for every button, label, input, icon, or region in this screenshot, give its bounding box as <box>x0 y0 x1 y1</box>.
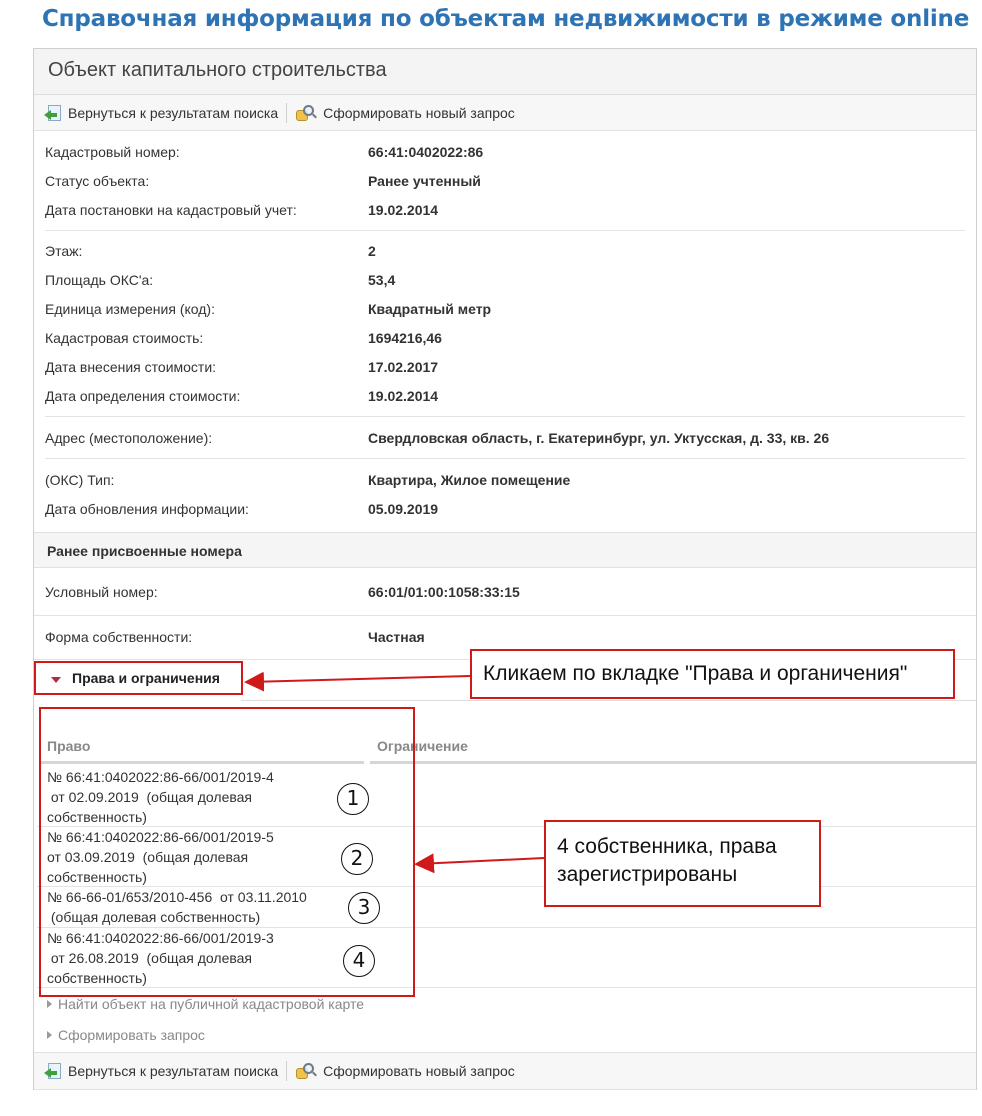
field-label: Этаж: <box>45 243 83 259</box>
owner-marker-4: 4 <box>343 945 375 977</box>
field-value: Квартира, Жилое помещение <box>368 472 571 488</box>
field-label: Форма собственности: <box>45 629 193 645</box>
owners-highlight-box <box>39 707 415 997</box>
field-label: Дата определения стоимости: <box>45 388 241 404</box>
field-value: 19.02.2014 <box>368 388 439 404</box>
field-label: Единица измерения (код): <box>45 301 215 317</box>
back-arrow-icon <box>44 1062 62 1080</box>
right-number: № 66-66-01/653/2010-456 от 03.11.2010 <box>47 889 307 905</box>
right-type: собственность) <box>47 869 147 885</box>
object-panel <box>33 48 977 1090</box>
right-date: от 26.08.2019 (общая долевая <box>47 950 253 966</box>
right-type: собственность) <box>47 970 147 986</box>
bottom-toolbar <box>34 1052 976 1090</box>
right-type: собственность) <box>47 809 147 825</box>
back-to-results-button[interactable] <box>44 1062 278 1080</box>
field-value: 66:01/01:00:1058:33:15 <box>368 584 520 600</box>
column-header-right: Право <box>47 738 91 754</box>
owners-callout <box>544 820 821 907</box>
back-to-results-button[interactable] <box>44 104 278 122</box>
database-search-icon <box>295 104 317 122</box>
right-type: (общая долевая собственность) <box>47 909 261 925</box>
field-value: Квадратный метр <box>368 301 492 317</box>
expand-triangle-icon <box>51 677 61 683</box>
right-date: от 03.09.2019 (общая долевая <box>47 849 249 865</box>
find-on-map-link[interactable] <box>47 996 364 1012</box>
column-header-line <box>370 761 976 764</box>
toolbar-separator <box>286 103 287 123</box>
rights-tab-label: Права и ограничения <box>72 670 220 686</box>
field-label: (ОКС) Тип: <box>45 472 115 488</box>
field-value: 66:41:0402022:86 <box>368 144 484 160</box>
field-value: 17.02.2017 <box>368 359 439 375</box>
right-date: от 02.09.2019 (общая долевая <box>47 789 253 805</box>
back-to-results-label: Вернуться к результатам поиска <box>68 104 279 121</box>
tab-underline <box>241 700 976 701</box>
field-value: 19.02.2014 <box>368 202 439 218</box>
field-label: Дата внесения стоимости: <box>45 359 217 375</box>
new-query-label: Сформировать новый запрос <box>323 104 515 121</box>
divider <box>45 230 965 231</box>
field-value: 05.09.2019 <box>368 501 439 517</box>
make-request-label: Сформировать запрос <box>58 1027 205 1043</box>
divider <box>45 416 965 417</box>
toolbar-separator <box>286 1061 287 1081</box>
back-to-results-label: Вернуться к результатам поиска <box>68 1063 279 1079</box>
database-search-icon <box>295 1062 317 1080</box>
top-toolbar <box>34 95 976 131</box>
divider <box>45 458 965 459</box>
field-label: Кадастровая стоимость: <box>45 330 204 346</box>
right-number: № 66:41:0402022:86-66/001/2019-4 <box>47 769 274 785</box>
new-query-button[interactable] <box>295 104 515 122</box>
chevron-right-icon <box>47 1031 52 1039</box>
field-value: 1694216,46 <box>368 330 442 346</box>
chevron-right-icon <box>47 1000 52 1008</box>
field-value: 2 <box>368 243 376 259</box>
field-value: Частная <box>368 629 425 645</box>
tab-callout-text: Кликаем по вкладке "Права и органичения" <box>483 662 908 685</box>
owner-marker-1: 1 <box>337 783 369 815</box>
owners-callout-line1: 4 собственника, права <box>557 835 777 858</box>
find-on-map-label: Найти объект на публичной кадастровой карте <box>58 996 365 1012</box>
field-label: Площадь ОКС'а: <box>45 272 154 288</box>
divider <box>34 615 976 616</box>
make-request-link[interactable] <box>47 1027 205 1043</box>
page-title: Справочная информация по объектам недвижимости в режиме online <box>42 6 970 32</box>
new-query-button[interactable] <box>295 1062 515 1080</box>
rights-restrictions-tab[interactable] <box>34 661 243 695</box>
field-value: Ранее учтенный <box>368 173 481 189</box>
owners-callout-line2: зарегистрированы <box>557 863 738 886</box>
tab-callout <box>470 649 955 699</box>
field-label: Дата обновления информации: <box>45 501 249 517</box>
field-label: Условный номер: <box>45 584 158 600</box>
owner-marker-3: 3 <box>348 892 380 924</box>
field-value: 53,4 <box>368 272 396 288</box>
field-label: Дата постановки на кадастровый учет: <box>45 202 297 218</box>
previous-numbers-header: Ранее присвоенные номера <box>34 532 976 568</box>
field-value: Свердловская область, г. Екатеринбург, ул. Уктусская, д. 33, кв. 26 <box>368 430 830 446</box>
right-number: № 66:41:0402022:86-66/001/2019-3 <box>47 930 274 946</box>
new-query-label: Сформировать новый запрос <box>323 1063 515 1079</box>
field-label: Адрес (местоположение): <box>45 430 213 446</box>
panel-header: Объект капитального строительства <box>34 49 976 95</box>
field-label: Статус объекта: <box>45 173 150 189</box>
right-number: № 66:41:0402022:86-66/001/2019-5 <box>47 829 274 845</box>
column-header-restriction: Ограничение <box>377 738 468 754</box>
back-arrow-icon <box>44 104 62 122</box>
field-label: Кадастровый номер: <box>45 144 180 160</box>
owner-marker-2: 2 <box>341 843 373 875</box>
